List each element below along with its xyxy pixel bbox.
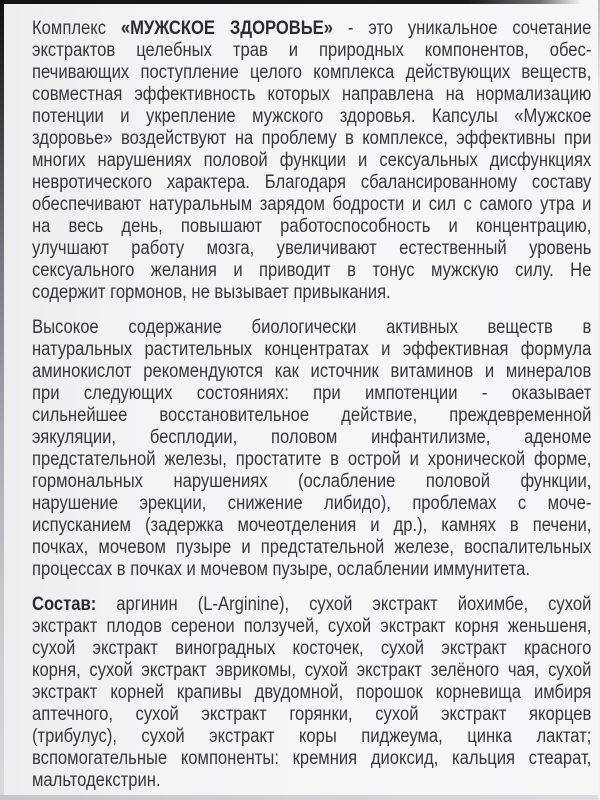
scan-edge-left bbox=[0, 0, 4, 800]
text-line: содержит гормонов, не вызывает привыкания. bbox=[32, 282, 391, 303]
text-line: нарушение эрекции, снижение либидо), проблемах с моче- bbox=[32, 493, 592, 514]
text-line: совместная эффективность которых направлена на нормализацию bbox=[32, 84, 592, 105]
text-line: печивающих поступление целого комплекса действующих веществ, bbox=[32, 62, 592, 83]
indications-lines bbox=[32, 317, 591, 581]
text-line: сухой экстракт виноградных косточек, сухой экстракт красного bbox=[32, 638, 592, 659]
text-line: аптечного, сухой экстракт горянки, сухой экстракт якорцев bbox=[32, 704, 592, 725]
text-line: экстрактов целебных трав и природных компонентов, обес- bbox=[32, 40, 592, 61]
text-line: улучшают работу мозга, увеличивают естественный уровень bbox=[32, 238, 592, 259]
text-line: процессах в почках и мочевом пузыре, ослаблении иммунитета. bbox=[32, 559, 530, 580]
text-line: эякуляции, бесплодии, половом инфантилизме, аденоме bbox=[32, 427, 592, 448]
composition-paragraph bbox=[32, 594, 591, 792]
label-text-column bbox=[32, 18, 591, 792]
text-line-with-composition-label bbox=[32, 594, 591, 616]
scan-edge-top bbox=[0, 0, 600, 4]
text-line-with-product-title bbox=[32, 18, 591, 40]
text-line: экстракт корней крапивы двудомной, порошок корневища имбиря bbox=[32, 682, 592, 703]
text-line: почках, мочевом пузыре и предстательной железе, воспалительных bbox=[32, 537, 592, 558]
text-line: мальтодекстрин. bbox=[32, 770, 161, 791]
text-line: на весь день, повышают работоспособность и концентрацию, bbox=[32, 216, 592, 237]
text-line: обеспечивают натуральным зарядом бодрости и сил с самого утра и bbox=[32, 194, 592, 215]
text-line: предстательной железы, простатите в острой и хронической форме, bbox=[32, 449, 592, 470]
composition-lead-rest: аргинин (L-Arginine), сухой экстракт йохимбе, сухой bbox=[96, 594, 592, 615]
text-line: натуральных растительных концентратах и эффективная формула bbox=[32, 339, 592, 360]
text-line: потенции и укрепление мужского здоровья. Капсулы «Мужское bbox=[32, 106, 592, 127]
text-line: аминокислот рекомендуются как источник витаминов и минералов bbox=[32, 361, 592, 382]
text-line: при следующих состояниях: при импотенции - оказывает bbox=[32, 383, 592, 404]
text-line: гормональных нарушениях (ослабление половой функции, bbox=[32, 471, 592, 492]
text-line: здоровье» воздействуют на проблему в комплексе, эффективны при bbox=[32, 128, 592, 149]
text-line: корня, сухой экстракт эврикомы, сухой экстракт зелёного чая, сухой bbox=[32, 660, 592, 681]
text-line: экстракт плодов серенои ползучей, сухой экстракт корня женьшеня, bbox=[32, 616, 592, 637]
product-description-paragraph bbox=[32, 18, 591, 304]
text-line: Высокое содержание биологически активных веществ в bbox=[32, 317, 592, 338]
product-description-lines bbox=[32, 40, 591, 304]
indications-paragraph bbox=[32, 317, 591, 581]
text-line: испусканием (задержка мочеотделения и др.), камнях в печени, bbox=[32, 515, 592, 536]
text-line: (трибулус), сухой экстракт коры пиджеума, цинка лактат; bbox=[32, 726, 592, 747]
text-line: вспомогательные компоненты: кремния диоксид, кальция стеарат, bbox=[32, 748, 592, 769]
text-line: многих нарушениях половой функции и сексуальных дисфункциях bbox=[32, 150, 592, 171]
paragraph-lead-rest: - это уникальное сочетание bbox=[332, 18, 592, 39]
text-line: сильнейшее восстановительное действие, преждевременной bbox=[32, 405, 592, 426]
composition-lines bbox=[32, 616, 591, 792]
text-line: сексуального желания и приводит в тонус мужскую силу. Не bbox=[32, 260, 592, 281]
product-title: «МУЖСКОЕ ЗДОРОВЬЕ» bbox=[120, 18, 333, 39]
composition-label: Состав: bbox=[32, 594, 97, 615]
scan-edge-bottom bbox=[0, 795, 600, 800]
paragraph-lead-text: Комплекс bbox=[32, 18, 121, 39]
text-line: невротического характера. Благодаря сбалансированному составу bbox=[32, 172, 592, 193]
